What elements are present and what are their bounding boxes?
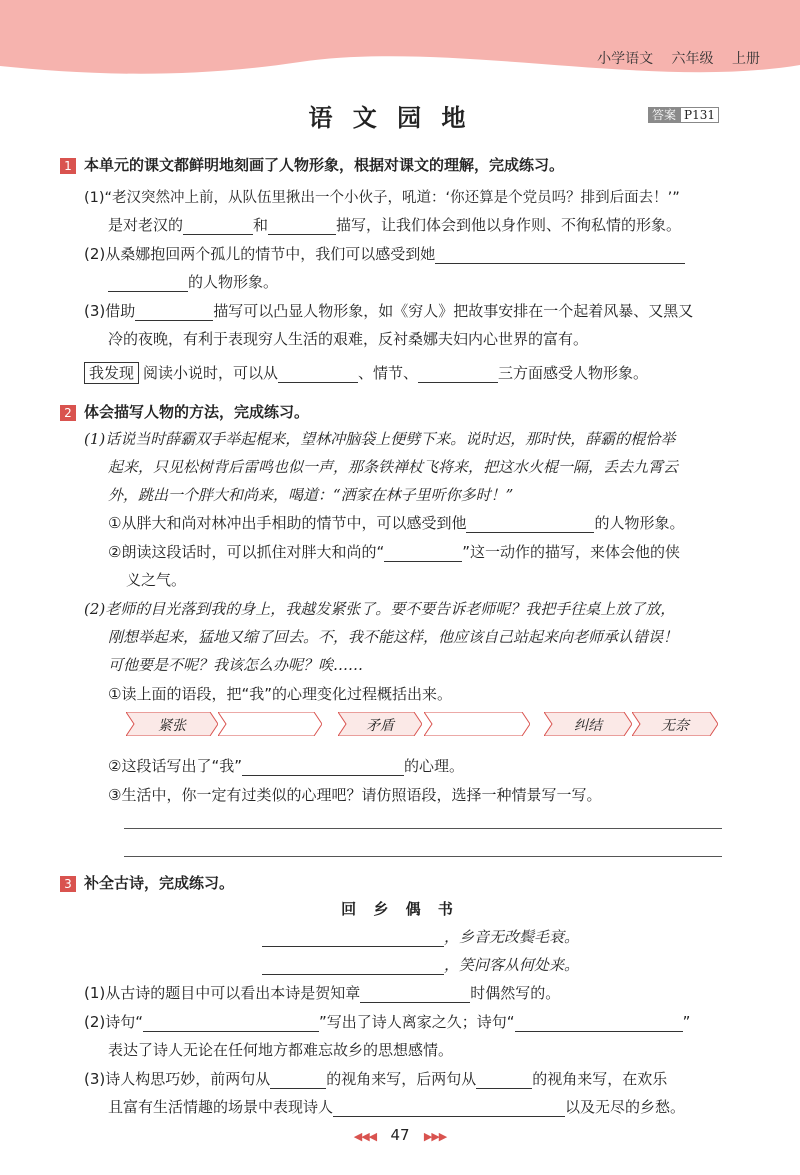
next-arrows-icon: ▶▶▶ (423, 1130, 447, 1143)
s1-q1-text-b: 和 (253, 216, 269, 234)
s1-q3-text-a: (3)借助 (84, 302, 136, 320)
s1-q1-text-a: 是对老汉的 (108, 216, 184, 234)
page-number: 47 (390, 1126, 410, 1144)
answer-page: P131 (680, 107, 719, 123)
section2-heading (60, 401, 309, 422)
s1-q1-blank1[interactable] (183, 218, 253, 235)
s2-p2-q1: ①读上面的语段，把“我”的心理变化过程概括出来。 (108, 685, 452, 703)
flow-step-3 (338, 712, 422, 736)
flow-label-6: 无奈 (661, 718, 689, 734)
section1-heading (60, 154, 564, 175)
s3-q2 (84, 1011, 690, 1032)
s3-q1-text-b: 时偶然写的。 (470, 984, 561, 1002)
flow-step-2-blank[interactable] (218, 712, 322, 736)
s3-q3-line2 (108, 1096, 685, 1117)
s2-p1-q1-text-b: 的人物形象。 (594, 514, 685, 532)
page-title: 语 文 园 地 (308, 103, 472, 132)
flow-label-1: 紧张 (158, 718, 186, 734)
s1-discover (84, 362, 648, 383)
discover-blank2[interactable] (418, 366, 498, 383)
answer-tag: 答案 (648, 107, 680, 123)
section2-title: 体会描写人物的方法，完成练习。 (84, 403, 310, 421)
section2-number: 2 (60, 405, 76, 421)
writing-line-2[interactable] (124, 856, 722, 857)
s2-p2-q2-blank[interactable] (242, 759, 404, 776)
flow-step-1 (126, 712, 218, 736)
discover-text-a: 阅读小说时，可以从 (143, 364, 279, 382)
s3-q2-text-c: ” (682, 1013, 691, 1031)
s3-q1-text-a: (1)从古诗的题目中可以看出本诗是贺知章 (84, 984, 361, 1002)
s1-q3-line1 (84, 300, 693, 321)
section1-title: 本单元的课文都鲜明地刻画了人物形象，根据对课文的理解，完成练习。 (84, 156, 565, 174)
header-volume: 上册 (732, 51, 760, 67)
discover-text-b: 、情节、 (358, 364, 419, 382)
header-grade: 六年级 (671, 51, 714, 67)
page-footer (0, 1126, 800, 1144)
s3-q3-blank3[interactable] (333, 1100, 565, 1117)
s2-p1-q1-blank[interactable] (466, 516, 594, 533)
section3-number: 3 (60, 876, 76, 892)
s1-q3-text-b: 描写可以凸显人物形象，如《穷人》把故事安排在一个起着风暴、又黑又 (213, 302, 694, 320)
s2-p2-line2: 刚想举起来，猛地又缩了回去。不，我不能这样，他应该自己站起来向老师承认错误！ (108, 628, 679, 646)
s3-q3 (84, 1068, 667, 1089)
s3-q3-text-b: 的视角来写，后两句从 (326, 1070, 477, 1088)
s1-q2-text2: 的人物形象。 (188, 273, 279, 291)
s3-q3-text-d: 且富有生活情趣的场景中表现诗人 (108, 1098, 334, 1116)
writing-line-1[interactable] (124, 828, 722, 829)
header-wave (0, 0, 800, 90)
s3-q2-text-b: ”写出了诗人离家之久；诗句“ (319, 1013, 515, 1031)
header-info (583, 48, 760, 68)
s2-p1-q1-text-a: ①从胖大和尚对林冲出手相助的情节中，可以感受到他 (108, 514, 467, 532)
s1-q3-line2: 冷的夜晚，有利于表现穷人生活的艰难，反衬桑娜夫妇内心世界的富有。 (108, 330, 589, 348)
s3-q3-blank2[interactable] (476, 1072, 532, 1089)
prev-arrows-icon: ◀◀◀ (353, 1130, 377, 1143)
s3-q2-blank2[interactable] (515, 1015, 683, 1032)
s2-p1-line1: (1)话说当时薛霸双手举起棍来，望林冲脑袋上便劈下来。说时迟，那时快，薛霸的棍恰举 (84, 430, 676, 448)
s3-q3-text-a: (3)诗人构思巧妙，前两句从 (84, 1070, 271, 1088)
s3-q2-line2: 表达了诗人无论在任何地方都难忘故乡的思想感情。 (108, 1041, 454, 1059)
section1-number: 1 (60, 158, 76, 174)
s2-p2-q3: ③生活中，你一定有过类似的心理吧？请仿照语段，选择一种情景写一写。 (108, 786, 602, 804)
s2-p2-q2 (108, 755, 464, 776)
s1-q2-text: (2)从桑娜抱回两个孤儿的情节中，我们可以感受到她 (84, 245, 436, 263)
section3-heading (60, 872, 234, 893)
header-subject: 小学语文 (597, 51, 654, 67)
s1-q1-text-c: 描写，让我们体会到他以身作则、不徇私情的形象。 (336, 216, 682, 234)
s3-q3-text-c: 的视角来写，在欢乐 (532, 1070, 668, 1088)
s3-q1-blank[interactable] (360, 986, 470, 1003)
s1-q1-line2 (108, 214, 681, 235)
poem-text-2: ，笑问客从何处来。 (444, 956, 580, 974)
s2-p1-q2 (108, 541, 680, 562)
s3-q2-blank1[interactable] (143, 1015, 319, 1032)
header-band (0, 0, 800, 90)
s1-q2-blank2[interactable] (108, 275, 188, 292)
s2-p2-line3: 可他要是不呢？我该怎么办呢？唉…… (108, 656, 364, 674)
s3-q3-text-e: 以及无尽的乡愁。 (565, 1098, 686, 1116)
poem-title: 回 乡 偶 书 (341, 900, 459, 918)
poem-blank-1[interactable] (262, 930, 444, 947)
s3-q2-text-a: (2)诗句“ (84, 1013, 144, 1031)
s3-q3-blank1[interactable] (270, 1072, 326, 1089)
poem-line-2 (262, 954, 579, 975)
s2-p1-q2-blank[interactable] (384, 545, 462, 562)
discover-tag: 我发现 (84, 362, 139, 384)
s2-p1-q2-line2: 义之气。 (126, 571, 187, 589)
flow-label-3: 矛盾 (366, 718, 394, 734)
s2-p1-q2-text-b: ”这一动作的描写，来体会他的侠 (462, 543, 681, 561)
s2-p2-q2-text-a: ②这段话写出了“我” (108, 757, 242, 775)
s1-q1-line1: (1)“老汉突然冲上前，从队伍里揪出一个小伙子，吼道：‘你还算是个党员吗？排到后面去！’” (84, 190, 680, 206)
flow-label-5: 纠结 (574, 718, 602, 734)
s2-p1-line3: 外，跳出一个胖大和尚来，喝道：“洒家在林子里听你多时！” (108, 486, 514, 504)
s3-q1 (84, 982, 560, 1003)
flow-step-5 (544, 712, 632, 736)
poem-text-1: ，乡音无改鬓毛衰。 (444, 928, 580, 946)
poem-blank-2[interactable] (262, 958, 444, 975)
discover-blank1[interactable] (278, 366, 358, 383)
flow-step-6 (632, 712, 718, 736)
s1-q2-line1 (84, 243, 685, 264)
s1-q2-line2 (108, 271, 278, 292)
s2-p1-q1 (108, 512, 684, 533)
poem-line-1 (262, 926, 579, 947)
flow-step-4-blank[interactable] (424, 712, 530, 736)
s2-p2-q2-text-b: 的心理。 (404, 757, 465, 775)
s2-p2-line1: (2)老师的目光落到我的身上，我越发紧张了。要不要告诉老师呢？我把手往桌上放了放， (84, 600, 676, 618)
s2-p1-q2-text-a: ②朗读这段话时，可以抓住对胖大和尚的“ (108, 543, 385, 561)
answer-reference[interactable] (648, 106, 719, 123)
discover-text-c: 三方面感受人物形象。 (498, 364, 649, 382)
s2-p1-line2: 起来，只见松树背后雷鸣也似一声，那条铁禅杖飞将来，把这水火棍一隔，丢去九霄云 (108, 458, 679, 476)
section3-title: 补全古诗，完成练习。 (84, 874, 235, 892)
s1-q3-blank[interactable] (135, 304, 213, 321)
s1-q2-blank1[interactable] (435, 247, 685, 264)
s1-q1-blank2[interactable] (268, 218, 336, 235)
